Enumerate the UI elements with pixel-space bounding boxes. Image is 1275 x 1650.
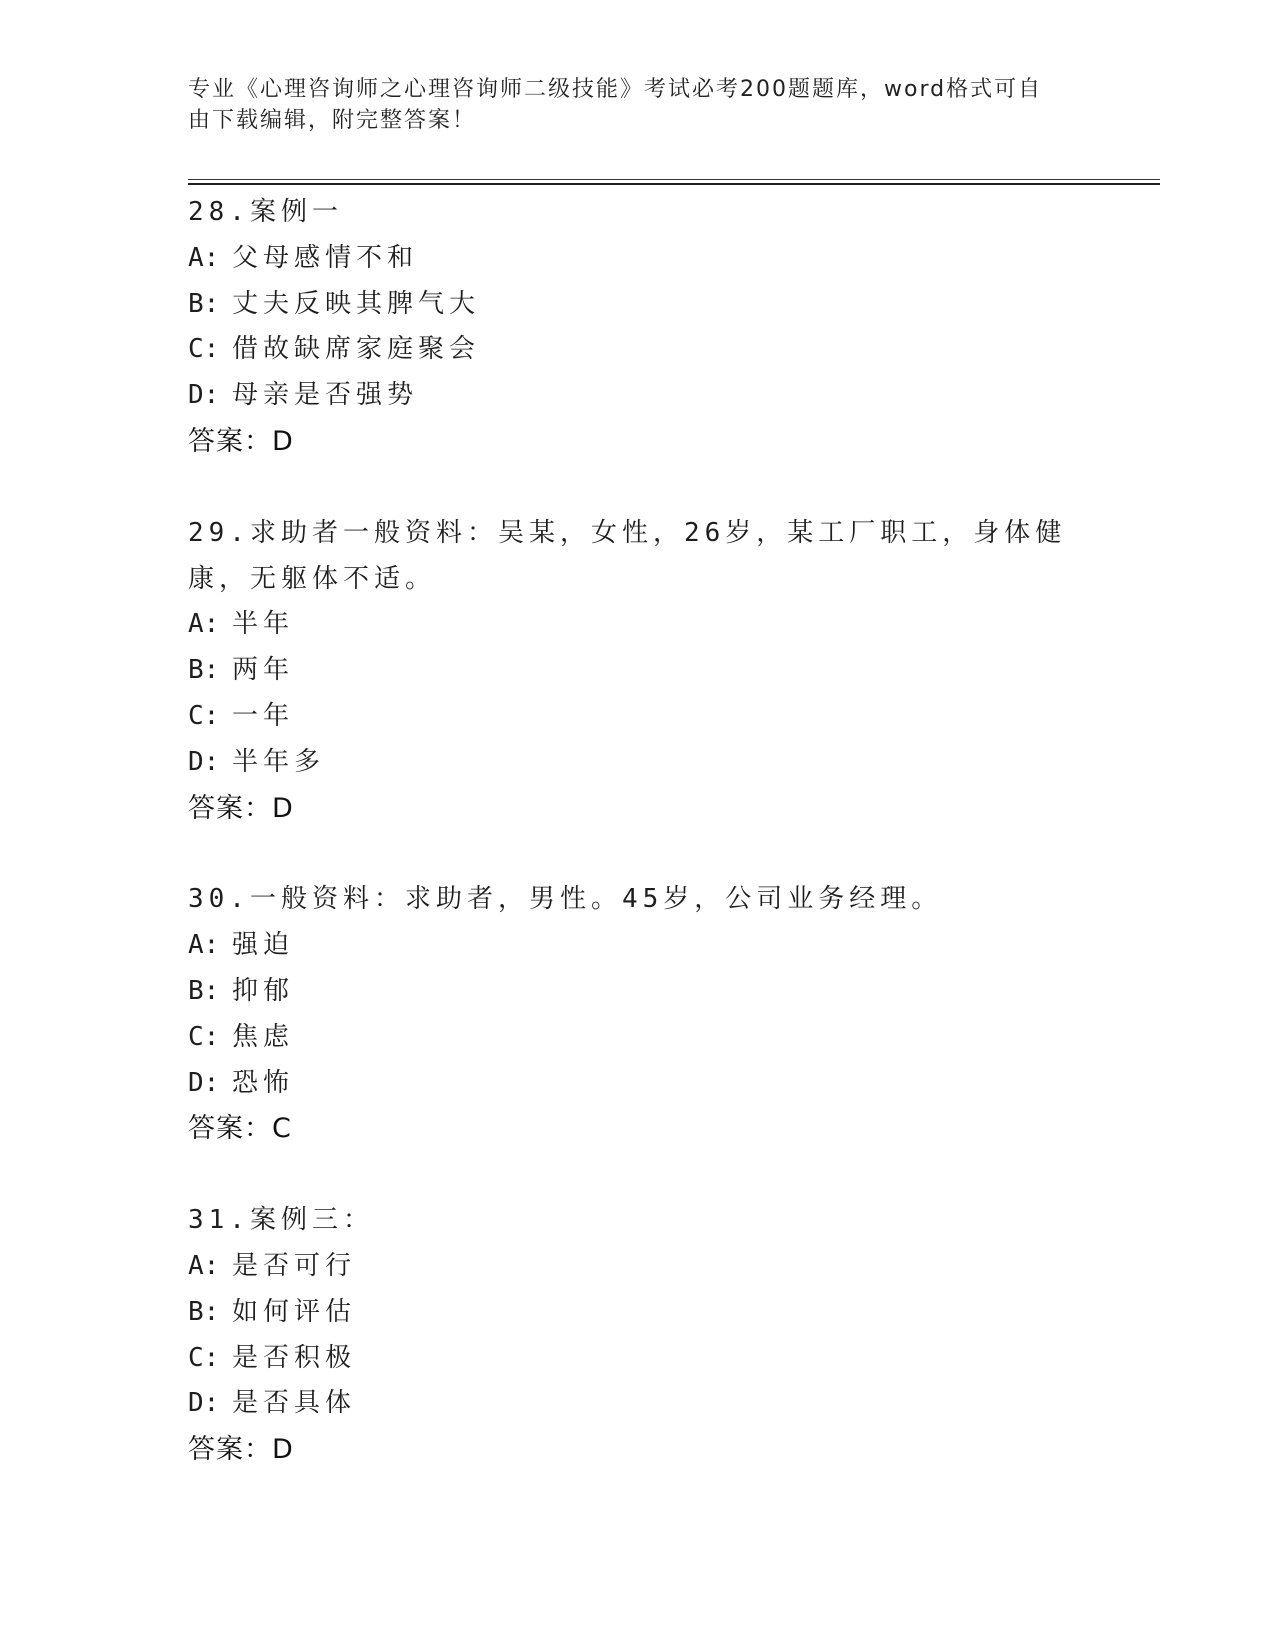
option-d bbox=[188, 740, 1088, 786]
option-key: D: bbox=[188, 1388, 220, 1419]
option-text: 父母感情不和 bbox=[232, 242, 419, 273]
option-key: C: bbox=[188, 700, 220, 731]
option-key: D: bbox=[188, 380, 220, 411]
option-key: C: bbox=[188, 1021, 220, 1052]
option-key: B: bbox=[188, 1296, 220, 1327]
question-stem: 30.一般资料：求助者，男性。45岁，公司业务经理。 bbox=[188, 884, 943, 915]
option-key: B: bbox=[188, 288, 220, 319]
option-a bbox=[188, 602, 1088, 648]
option-c bbox=[188, 327, 1088, 373]
option-d bbox=[188, 1381, 1088, 1427]
option-text: 借故缺席家庭聚会 bbox=[232, 334, 481, 365]
option-d bbox=[188, 373, 1088, 419]
option-text: 是否具体 bbox=[232, 1388, 357, 1419]
option-key: C: bbox=[188, 334, 220, 365]
question-30 bbox=[188, 877, 1088, 1152]
option-a bbox=[188, 923, 1088, 969]
option-b bbox=[188, 1290, 1088, 1336]
question-28 bbox=[188, 190, 1088, 465]
question-list bbox=[188, 190, 1088, 1519]
option-a bbox=[188, 236, 1088, 282]
question-stem: 31.案例三： bbox=[188, 1205, 374, 1236]
answer-label: 答案：D bbox=[188, 425, 294, 457]
header-line-1: 专业《心理咨询师之心理咨询师二级技能》考试必考200题题库，word格式可自 bbox=[188, 77, 1043, 102]
option-key: B: bbox=[188, 655, 220, 686]
option-b bbox=[188, 969, 1088, 1015]
answer-label: 答案：D bbox=[188, 1434, 294, 1466]
question-29 bbox=[188, 511, 1088, 832]
header-line-2: 由下载编辑，附完整答案！ bbox=[188, 108, 477, 133]
option-text: 两年 bbox=[232, 655, 295, 686]
option-key: C: bbox=[188, 1342, 220, 1373]
question-stem: 29.求助者一般资料：吴某，女性，26岁，某工厂职工，身体健康，无躯体不适。 bbox=[188, 517, 1067, 594]
option-text: 半年多 bbox=[232, 746, 326, 777]
option-key: A: bbox=[188, 1250, 220, 1281]
option-c bbox=[188, 694, 1088, 740]
option-text: 是否积极 bbox=[232, 1342, 357, 1373]
answer-label: 答案：C bbox=[188, 1113, 292, 1145]
option-b bbox=[188, 282, 1088, 328]
option-text: 丈夫反映其脾气大 bbox=[232, 288, 481, 319]
question-31 bbox=[188, 1198, 1088, 1473]
option-text: 一年 bbox=[232, 700, 295, 731]
option-key: B: bbox=[188, 975, 220, 1006]
option-text: 强迫 bbox=[232, 930, 295, 961]
option-key: A: bbox=[188, 609, 220, 640]
answer-label: 答案：D bbox=[188, 792, 294, 824]
option-b bbox=[188, 648, 1088, 694]
option-key: A: bbox=[188, 242, 220, 273]
option-c bbox=[188, 1336, 1088, 1382]
option-key: D: bbox=[188, 746, 220, 777]
option-text: 是否可行 bbox=[232, 1250, 357, 1281]
option-a bbox=[188, 1244, 1088, 1290]
question-stem: 28.案例一 bbox=[188, 197, 343, 227]
option-text: 母亲是否强势 bbox=[232, 380, 419, 411]
option-key: A: bbox=[188, 930, 220, 961]
option-key: D: bbox=[188, 1067, 220, 1098]
option-text: 恐怖 bbox=[232, 1067, 295, 1098]
option-text: 抑郁 bbox=[232, 975, 295, 1006]
option-text: 半年 bbox=[232, 609, 295, 640]
header-divider-thick bbox=[188, 183, 1160, 185]
option-text: 焦虑 bbox=[232, 1021, 295, 1052]
document-header bbox=[188, 74, 1078, 136]
option-c bbox=[188, 1015, 1088, 1061]
option-d bbox=[188, 1061, 1088, 1107]
option-text: 如何评估 bbox=[232, 1296, 357, 1327]
header-divider-thin bbox=[188, 179, 1160, 180]
